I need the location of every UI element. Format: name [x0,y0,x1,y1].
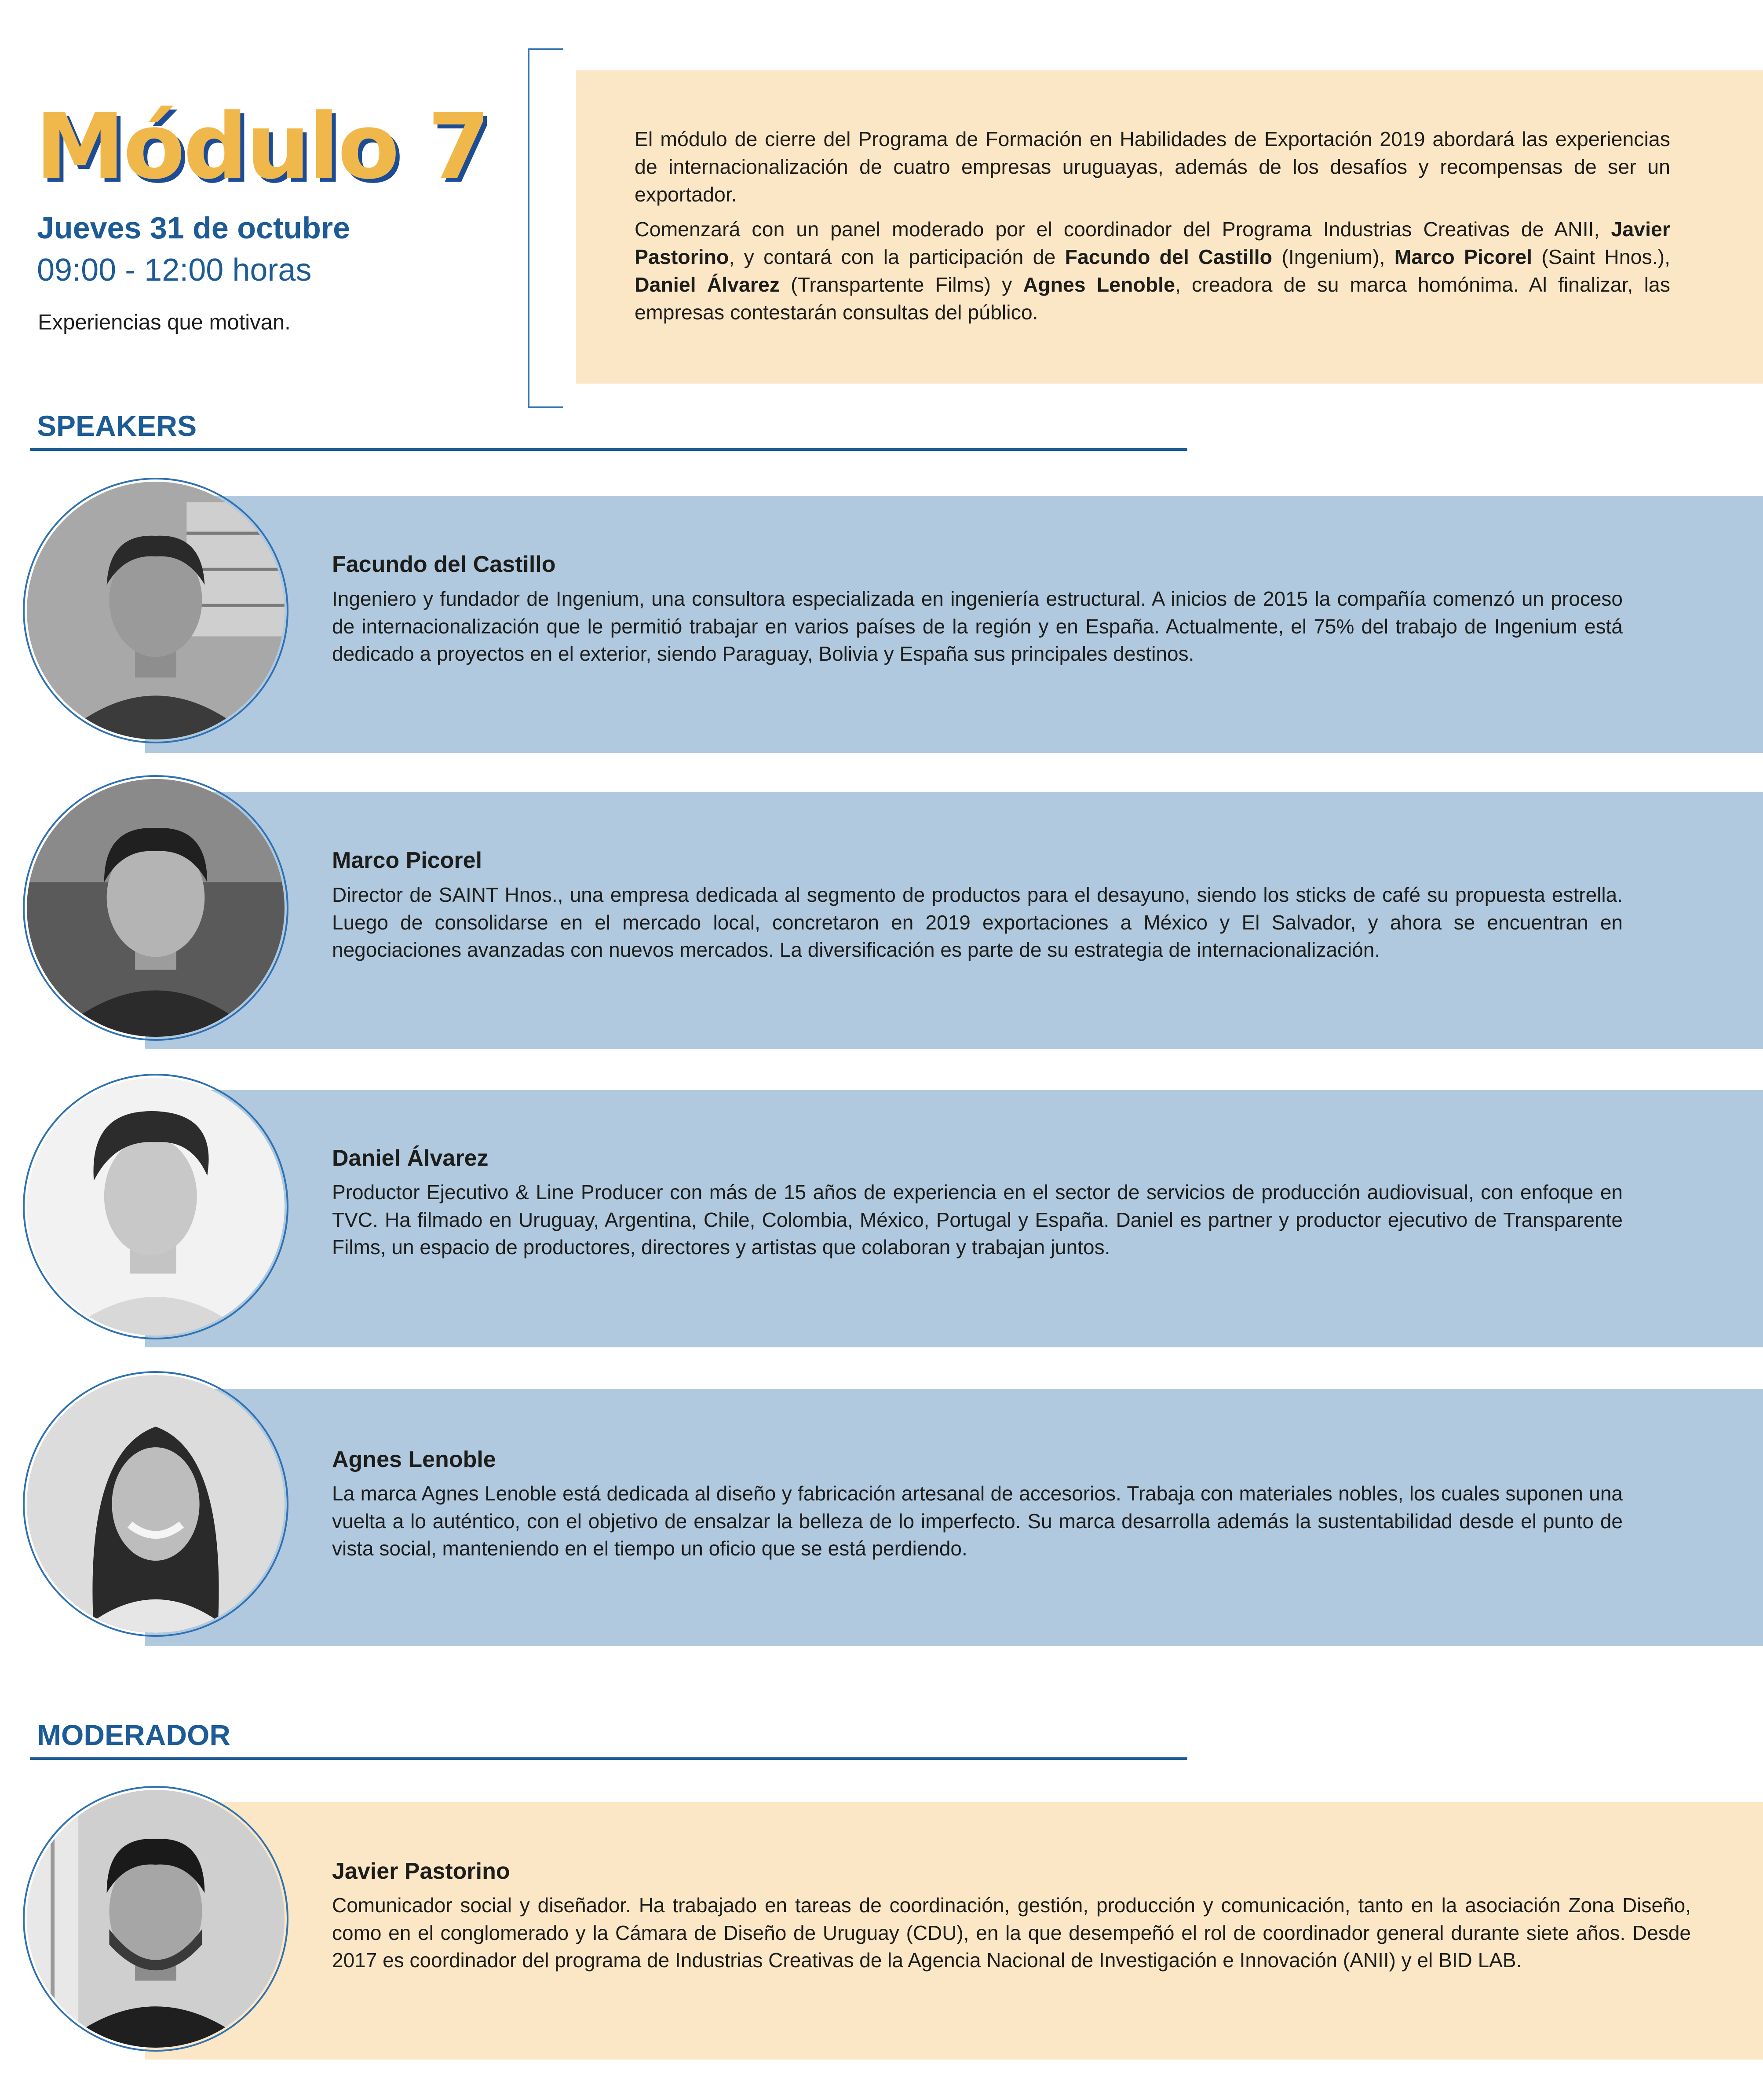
moderator-rule [30,1757,1187,1760]
speaker-name: Marco Picorel [332,848,482,873]
avatar-marco [27,779,285,1037]
photo-man-icon [27,779,285,1037]
event-tagline: Experiencias que motivan. [38,311,291,334]
event-date: Jueves 31 de octubre [37,211,350,245]
moderator-heading: MODERADOR [37,1719,230,1751]
speaker-bio: La marca Agnes Lenoble está dedicada al diseño y fabricación artesanal de accesorios. Trabaja con materiales nobles, los cuales suponen una vuelta a lo auténtico, con el objetivo de ensalzar la belleza de lo imperfecto. Su marca desarrolla además la sustentabilidad desde el punto de vista social, manteniendo en el tiempo un oficio que se está perdiendo. [332,1482,1623,1560]
intro-text-run: (Ingenium), [1281,245,1385,268]
avatar-javier [27,1790,285,2048]
intro-paragraph-2 [635,216,1670,326]
intro-text-run: , creadora de su marca homónima. Al finalizar, las empresas contestarán consultas del público. [635,273,1671,324]
speaker-bio: Ingeniero y fundador de Ingenium, una consultora especializada en ingeniería estructural. A inicios de 2015 la compañía comenzó un proceso de internacionalización que le permitió trabajar en varios países de la región y en España. Actualmente, el 75% del trabajo de Ingenium está dedicado a proyectos en el exterior, siendo Paraguay, Bolivia y España sus principales destinos. [332,587,1623,665]
intro-name-facundo: Facundo del Castillo [1065,245,1273,268]
intro-text-run: (Saint Hnos.), [1541,245,1671,268]
bracket-divider [528,48,563,408]
avatar-daniel [27,1078,285,1335]
speaker-name: Daniel Álvarez [332,1145,489,1171]
speaker-name: Agnes Lenoble [332,1447,496,1472]
intro-text [635,125,1670,333]
photo-man-icon [27,1790,285,2048]
moderator-bio: Comunicador social y diseñador. Ha trabajado en tareas de coordinación, gestión, producción y comunicación, tanto en la asociación Zona Diseño, como en el conglomerado y la Cámara de Diseño de Uruguay (CDU), en la que desempeñó el rol de coordinador general durante siete años. Desde 2017 es coordinador del programa de Industrias Creativas de la Agencia Nacional de Investigación e Innovación (ANII) y el BID LAB. [332,1894,1691,1972]
event-time: 09:00 - 12:00 horas [37,252,312,288]
photo-woman-icon [27,1375,285,1633]
module-title: Módulo 7 [35,95,489,199]
intro-text-run: , y contará con la participación de [729,245,1056,268]
avatar-facundo [27,482,285,739]
intro-paragraph-1: El módulo de cierre del Programa de Formación en Habilidades de Exportación 2019 abordará las experiencias de internacionalización de cuatro empresas uruguayas, además de los desafíos y recompensas de ser un exportador. [635,128,1670,206]
moderator-name: Javier Pastorino [332,1859,510,1884]
speaker-name: Facundo del Castillo [332,552,556,577]
avatar-agnes [27,1375,285,1633]
intro-name-agnes: Agnes Lenoble [1023,273,1175,296]
speakers-rule [30,448,1187,451]
speaker-bio: Director de SAINT Hnos., una empresa dedicada al segmento de productos para el desayuno, siendo los sticks de café su propuesta estrella. Luego de consolidarse en el mercado local, concretaron en 2019 exportaciones a México y El Salvador, y ahora se encuentran en negociaciones avanzadas con nuevos mercados. La diversificación es parte de su estrategia de internacionalización. [332,883,1623,961]
intro-name-javier: Javier Pastorino [635,218,1670,268]
intro-text-run: Comenzará con un panel moderado por el coordinador del Programa Industrias Creativas de ANII, [635,218,1600,241]
photo-man-icon [27,482,285,739]
photo-man-icon [27,1078,285,1335]
speaker-bio: Productor Ejecutivo & Line Producer con más de 15 años de experiencia en el sector de servicios de producción audiovisual, con enfoque en TVC. Ha filmado en Uruguay, Argentina, Chile, Colombia, México, Portugal y España. Daniel es partner y productor ejecutivo de Transparente Films, un espacio de productores, directores y artistas que colaboran y trabajan juntos. [332,1181,1623,1259]
speakers-heading: SPEAKERS [37,410,197,442]
intro-text-run: (Transpartente Films) y [791,273,1012,296]
intro-name-daniel: Daniel Álvarez [635,273,780,296]
intro-name-marco: Marco Picorel [1394,245,1533,268]
